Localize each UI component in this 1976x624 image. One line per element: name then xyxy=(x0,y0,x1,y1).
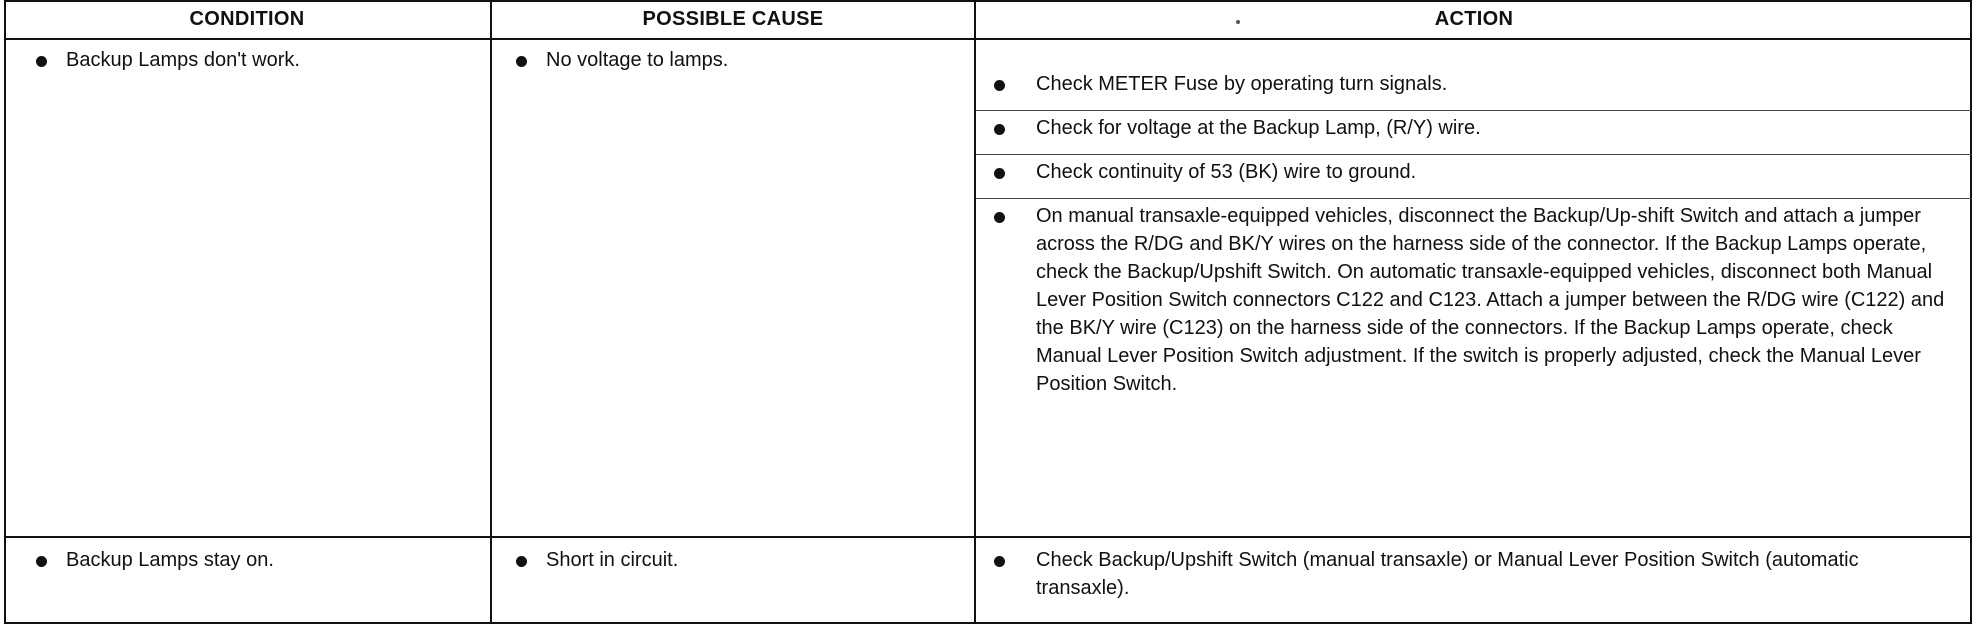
condition-text: Backup Lamps stay on. xyxy=(66,549,274,571)
header-possible-cause: POSSIBLE CAUSE xyxy=(642,7,824,30)
speck-mark xyxy=(1236,20,1240,24)
cause-text: Short in circuit. xyxy=(546,549,679,571)
bullet-icon xyxy=(36,556,47,567)
header-bottom-rule xyxy=(4,38,1972,40)
bullet-icon xyxy=(516,556,527,567)
bullet-icon xyxy=(516,56,527,67)
bullet-icon xyxy=(994,124,1005,135)
bullet-icon xyxy=(994,556,1005,567)
action-divider xyxy=(976,110,1972,111)
header-condition: CONDITION xyxy=(189,7,305,30)
column-rule-2 xyxy=(974,0,976,624)
header-action: ACTION xyxy=(1434,7,1514,30)
action-divider xyxy=(976,198,1972,199)
action-text: Check METER Fuse by operating turn signals. xyxy=(1036,73,1448,95)
row-divider-rule xyxy=(4,536,1972,538)
cause-text: No voltage to lamps. xyxy=(546,49,729,71)
action-text: Check continuity of 53 (BK) wire to ground. xyxy=(1036,161,1417,183)
bullet-icon xyxy=(994,80,1005,91)
action-divider xyxy=(976,154,1972,155)
bullet-icon xyxy=(994,168,1005,179)
action-text: Check for voltage at the Backup Lamp, (R/Y) wire. xyxy=(1036,117,1481,139)
condition-text: Backup Lamps don't work. xyxy=(66,49,300,71)
column-rule-1 xyxy=(490,0,492,624)
action-text: Check Backup/Upshift Switch (manual transaxle) or Manual Lever Position Switch (automatic transaxle). xyxy=(1036,549,1859,599)
bullet-icon xyxy=(36,56,47,67)
bullet-icon xyxy=(994,212,1005,223)
action-text: On manual transaxle-equipped vehicles, disconnect the Backup/Up-shift Switch and attach a jumper across the R/DG and BK/Y wires on the harness side of the connector. If the Backup Lamps operate, check the Backup/Upshift Switch. On automatic transaxle-equipped vehicles, disconnect both Manual Lever Position Switch connectors C122 and C123. Attach a jumper between the R/DG wire (C122) and the BK/Y wire (C123) on the harness side of the connectors. If the Backup Lamps operate, check Manual Lever Position Switch adjustment. If the switch is properly adjusted, check the Manual Lever Position Switch. xyxy=(1036,205,1945,395)
